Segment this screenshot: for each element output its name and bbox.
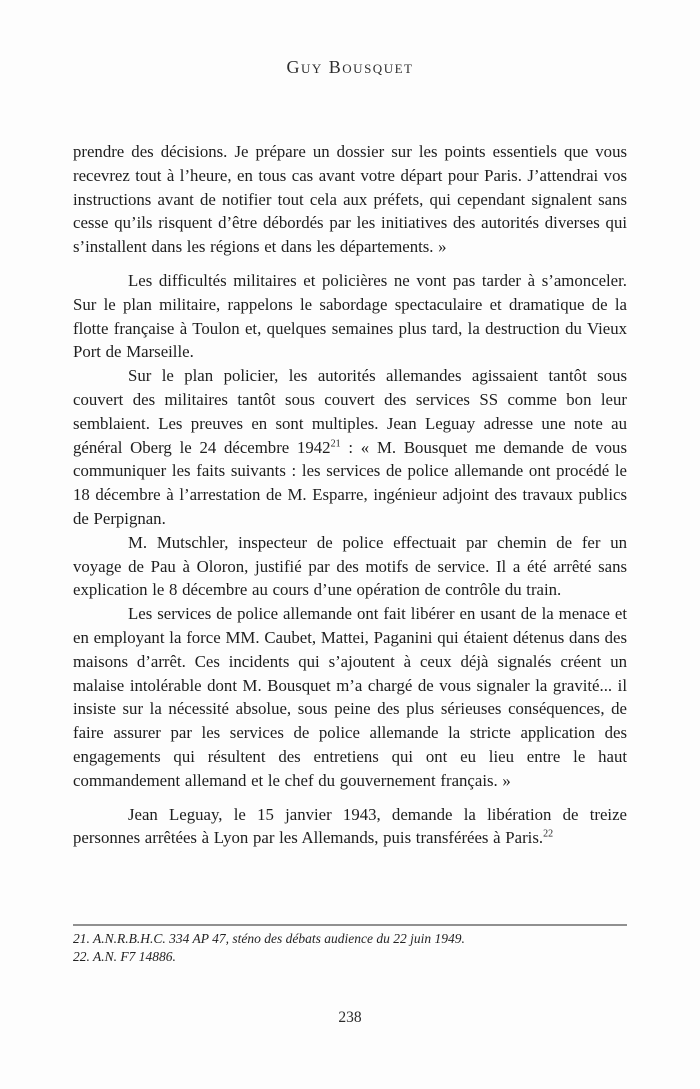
footnote-ref-21: 21 bbox=[330, 437, 341, 449]
page-number: 238 bbox=[338, 1009, 362, 1026]
paragraph-text: Jean Leguay, le 15 janvier 1943, demande la libération de treize personnes arrêtées à Lyon par les Allemands, puis transférées à Paris. bbox=[73, 804, 627, 848]
paragraph-mutschler: M. Mutschler, inspecteur de police effectuait par chemin de fer un voyage de Pau à Oloron, justifié par des motifs de service. Il a été arrêté sans explication le 8 décembre au cours d’une opération de contrôle du train. bbox=[73, 532, 627, 600]
footnotes-section bbox=[73, 924, 627, 965]
body-text bbox=[73, 140, 627, 850]
footnote-ref-22: 22 bbox=[543, 828, 554, 840]
paragraph-liberation-par-force: Les services de police allemande ont fait libérer en usant de la menace et en employant la force MM. Caubet, Mattei, Paganini qui étaient détenus dans des maisons d’arrêt. Ces incidents qui s’ajoutent à ceux déjà signalés créent un malaise intolérable dont M. Bousquet m’a chargé de vous signaler la gravité... il insiste sur la nécessité absolue, sous peine des plus sérieuses conséquences, de faire assurer par les services de police allemande la stricte application des engagements qui résultent des entretiens qui ont eu lieu entre le haut commandement allemand et le chef du gouvernement français. » bbox=[73, 604, 627, 790]
paragraph-quote-continuation: prendre des décisions. Je prépare un dossier sur les points essentiels que vous recevrez tout à l’heure, en tous cas avant votre départ pour Paris. J’attendrai vos instructions avant de notifier tout cela aux préfets, qui cependant signalent sans cesse qu’ils risquent d’être débordés par les initiatives des autorités diverses qui s’installent dans les régions et dans les départements. » bbox=[73, 142, 627, 257]
footnote-22: 22. A.N. F7 14886. bbox=[73, 948, 176, 964]
running-head: Guy Bousquet bbox=[286, 57, 414, 77]
paragraph-text: Sur le plan policier, les autorités allemandes agissaient tantôt sous couvert des militaires tantôt sous couvert des services SS comme bon leur semblaient. Les preuves en sont multiples. Jean Leguay adresse une note au général Oberg le 24 décembre 1942 bbox=[73, 366, 627, 457]
paragraph-jean-leguay bbox=[73, 803, 627, 851]
footnote-21: 21. A.N.R.B.H.C. 334 AP 47, sténo des débats audience du 22 juin 1949. bbox=[73, 931, 465, 946]
paragraph-text: : « M. Bousquet me demande de vous communiquer les faits suivants : les services de police allemande ont procédé le 18 décembre à l’arrestation de M. Esparre, ingénieur adjoint des travaux publics de Perpignan. bbox=[73, 437, 627, 528]
paragraph-plan-policier bbox=[73, 364, 627, 531]
paragraph-difficultes-militaires: Les difficultés militaires et policières ne vont pas tarder à s’amonceler. Sur le plan militaire, rappelons le sabordage spectaculaire et dramatique de la flotte française à Toulon et, quelques semaines plus tard, la destruction du Vieux Port de Marseille. bbox=[73, 270, 627, 362]
footnote-separator-rule bbox=[73, 924, 627, 926]
